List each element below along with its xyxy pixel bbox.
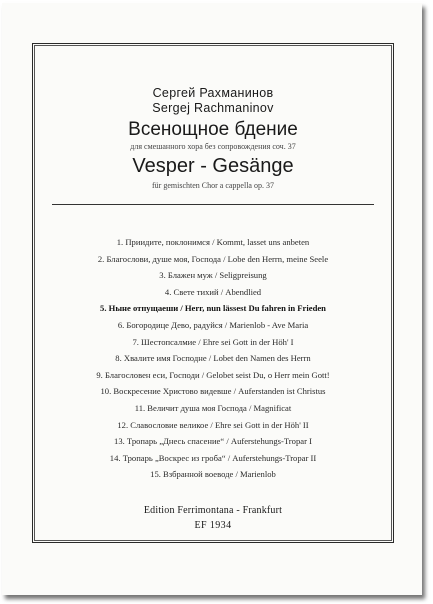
divider-line [52,204,374,205]
track-item: 5. Ныне отпущаеши / Herr, nun lässest Du fahren in Frieden [100,303,326,314]
catalog-number: EF 1934 [194,520,232,531]
track-item: 13. Тропарь „Днесь спасение“ / Auferstehungs-Tropar I [114,436,312,447]
composer-name-russian: Сергей Рахманинов [152,86,274,100]
publisher-name: Edition Ferrimontana - Frankfurt [143,505,283,516]
track-item: 1. Приидите, поклонимся / Kommt, lasset uns anbeten [116,237,310,247]
track-item: 11. Величит душа моя Господа / Magnificat [134,402,292,413]
track-item: 3. Блажен муж / Seligpreisung [159,270,267,281]
track-item: 7. Шестопсалмие / Ehre sei Gott in der Höh' I [132,336,294,347]
track-item: 14. Тропарь „Воскрес из гроба“ / Auferstehungs-Tropar II [109,452,317,463]
subtitle-russian: для смешанного хора без сопровождения соч. 37 [130,142,296,151]
track-item: 10. Воскресение Христово видевше / Auferstanden ist Christus [100,386,326,397]
track-item: 9. Благословен еси, Господи / Gelobet seist Du, o Herr mein Gott! [96,369,330,380]
title-russian: Всенощное бдение [128,119,298,140]
track-list [33,234,393,483]
composer-name-german: Sergej Rachmaninov [152,101,274,115]
cover-frame [32,43,394,543]
track-item: 2. Благослови, душе моя, Господа / Lobe den Herrn, meine Seele [97,253,329,264]
score-cover-sheet [2,3,422,595]
subtitle-german: für gemischten Chor a cappella op. 37 [152,181,274,190]
track-item: 4. Свете тихий / Abendlied [164,286,262,297]
track-item: 8. Хвалите имя Господне / Lobet den Namen des Herrn [115,353,311,364]
track-item: 6. Богородице Дево, радуйся / Marienlob - Ave Maria [117,319,309,330]
title-german: Vesper - Gesänge [132,155,294,177]
track-item: 15. Взбранной воеводе / Marienlob [150,469,276,480]
track-item: 12. Славословие великое / Ehre sei Gott in der Höh' II [117,419,309,430]
